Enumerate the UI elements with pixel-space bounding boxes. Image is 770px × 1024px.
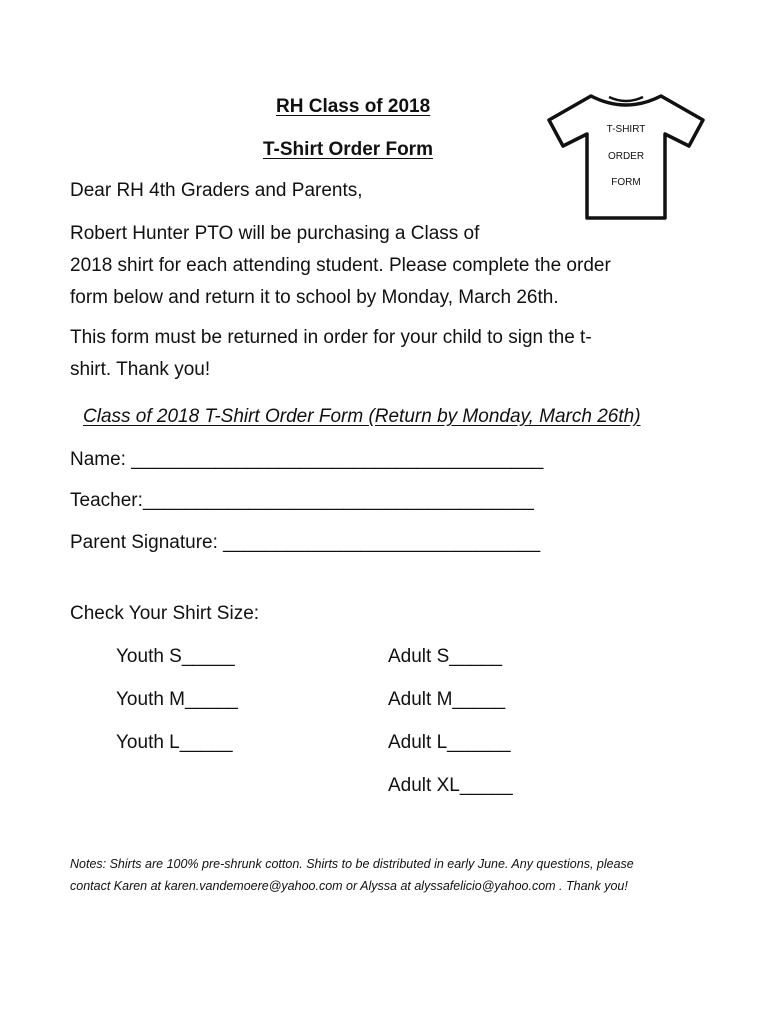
notes-line: contact Karen at karen.vandemoere@yahoo.com or Alyssa at alyssafelicio@yahoo.com . Thank you!: [70, 879, 628, 893]
adult-size-l[interactable]: Adult L______: [388, 732, 511, 753]
page-subtitle: T-Shirt Order Form: [263, 139, 433, 160]
teacher-field[interactable]: Teacher:_____________________________________: [70, 490, 534, 511]
paragraph-1-line: Robert Hunter PTO will be purchasing a Class of: [70, 223, 480, 244]
youth-size-m[interactable]: Youth M_____: [116, 689, 238, 710]
adult-size-m[interactable]: Adult M_____: [388, 689, 506, 710]
shirt-size-heading: Check Your Shirt Size:: [70, 603, 260, 624]
youth-size-l[interactable]: Youth L_____: [116, 732, 233, 753]
paragraph-1: [70, 218, 611, 314]
paragraph-1-line: 2018 shirt for each attending student. Please complete the order: [70, 255, 611, 276]
adult-size-s[interactable]: Adult S_____: [388, 646, 503, 667]
notes: [70, 853, 634, 897]
paragraph-2: [70, 322, 592, 386]
name-field[interactable]: Name: _______________________________________: [70, 449, 544, 470]
order-form-heading: Class of 2018 T-Shirt Order Form (Return by Monday, March 26th): [83, 406, 641, 427]
paragraph-2-line: shirt. Thank you!: [70, 359, 211, 380]
greeting: Dear RH 4th Graders and Parents,: [70, 180, 363, 201]
shirt-label-line1: T-SHIRT: [606, 124, 646, 135]
parent-signature-field[interactable]: Parent Signature: ______________________________: [70, 532, 541, 553]
youth-size-s[interactable]: Youth S_____: [116, 646, 235, 667]
notes-line: Notes: Shirts are 100% pre-shrunk cotton. Shirts to be distributed in early June. Any questions, please: [70, 857, 634, 871]
adult-size-xl[interactable]: Adult XL_____: [388, 775, 513, 796]
t-shirt-icon: [543, 88, 709, 224]
shirt-label-line2: ORDER: [607, 151, 645, 162]
paragraph-2-line: This form must be returned in order for your child to sign the t-: [70, 327, 592, 348]
shirt-label-line3: FORM: [611, 177, 641, 188]
paragraph-1-line: form below and return it to school by Monday, March 26th.: [70, 287, 559, 308]
page-title: RH Class of 2018: [276, 96, 431, 117]
